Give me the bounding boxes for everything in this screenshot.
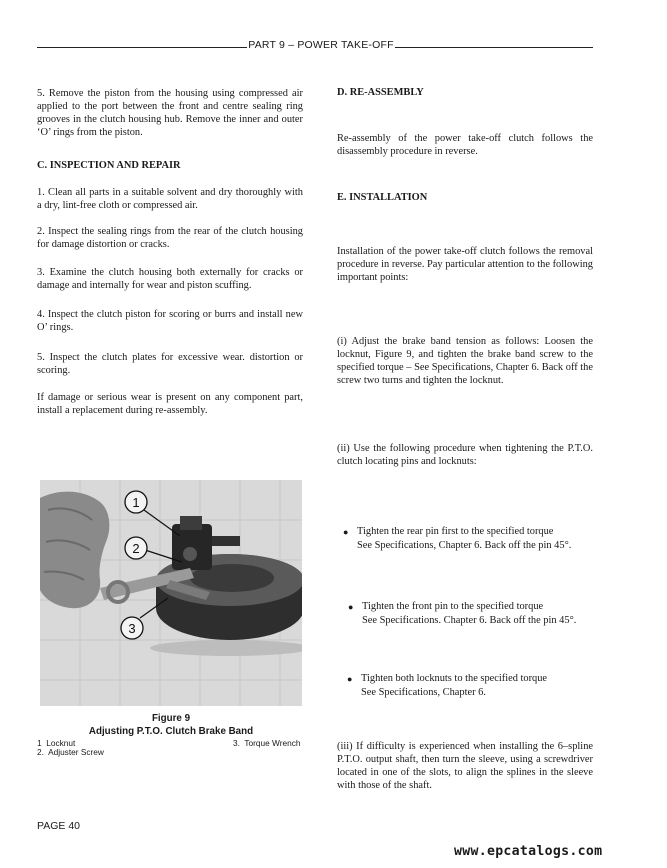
inspection-item-3-text: 3. Examine the clutch housing both externally for cracks or damage and internally for wear and piston scuffing. bbox=[37, 267, 303, 291]
inspection-item-1 bbox=[37, 186, 303, 212]
header-rule-right bbox=[392, 47, 593, 48]
installation-text: Installation of the power take-off clutch follows the removal procedure in reverse. Pay particular attention to the following important points: bbox=[337, 246, 593, 283]
bullet-rear-pin bbox=[343, 525, 603, 552]
header-title: PART 9 – POWER TAKE-OFF bbox=[248, 39, 394, 51]
legend-item-3: 3. Torque Wrench bbox=[233, 738, 301, 748]
callout-3-label: 3 bbox=[128, 621, 136, 636]
reassembly-paragraph bbox=[337, 132, 593, 158]
inspection-item-1-text: 1. Clean all parts in a suitable solvent and dry thoroughly with a dry, lint-free cloth or compressed air. bbox=[37, 187, 303, 211]
bullet-rear-pin-line1: Tighten the rear pin first to the specified torque bbox=[357, 526, 554, 537]
damage-note bbox=[37, 391, 303, 417]
bullet-dot-icon: ● bbox=[348, 602, 354, 612]
figure-9-photo bbox=[40, 480, 302, 706]
bullet-dot-icon: ● bbox=[347, 674, 353, 684]
bullet-rear-pin-line2: See Specifications, Chapter 6. Back off the pin 45°. bbox=[357, 539, 572, 551]
point-i-text: (i) Adjust the brake band tension as follows: Loosen the locknut, Figure 9, and tighten the brake band screw to the specified torque – See Specifications, Chapter 6. Back off the screw two turns and tighten the locknut. bbox=[337, 336, 593, 386]
callout-2-label: 2 bbox=[132, 541, 140, 556]
inspection-item-4 bbox=[37, 308, 303, 334]
bullet-front-pin bbox=[348, 600, 608, 627]
section-d-heading: D. RE-ASSEMBLY bbox=[337, 87, 424, 98]
bullet-front-pin-line1: Tighten the front pin to the specified torque bbox=[362, 601, 544, 612]
legend-item-1: 1 Locknut bbox=[37, 738, 76, 748]
reassembly-text: Re-assembly of the power take-off clutch follows the disassembly procedure in reverse. bbox=[337, 133, 593, 157]
point-ii-paragraph bbox=[337, 442, 593, 468]
point-ii-text: (ii) Use the following procedure when tightening the P.T.O. clutch locating pins and locknuts: bbox=[337, 443, 593, 467]
page-number: PAGE 40 bbox=[37, 820, 80, 832]
inspection-item-5-text: 5. Inspect the clutch plates for excessive wear. distortion or scoring. bbox=[37, 352, 303, 376]
figure-number: Figure 9 bbox=[151, 713, 191, 724]
inspection-item-3 bbox=[37, 266, 303, 292]
watermark: www.epcatalogs.com bbox=[454, 844, 603, 859]
point-iii-text: (iii) If difficulty is experienced when installing the 6–spline P.T.O. output shaft, then turn the sleeve, using a screwdriver located in one of the slots, to align the splines in the sleeve with those of the shaft. bbox=[337, 741, 593, 791]
bullet-locknuts-line2: See Specifications, Chapter 6. bbox=[361, 686, 486, 698]
inspection-item-2-text: 2. Inspect the sealing rings from the rear of the clutch housing for damage distortion or cracks. bbox=[37, 226, 303, 250]
point-i-paragraph bbox=[337, 335, 593, 387]
figure-title: Adjusting P.T.O. Clutch Brake Band bbox=[88, 726, 254, 737]
header-rule-left bbox=[37, 47, 249, 48]
bullet-front-pin-line2: See Specifications. Chapter 6. Back off the pin 45°. bbox=[362, 614, 577, 626]
installation-paragraph bbox=[337, 245, 593, 284]
inspection-item-2 bbox=[37, 225, 303, 251]
bullet-locknuts bbox=[347, 672, 607, 699]
inspection-item-4-text: 4. Inspect the clutch piston for scoring or burrs and install new O’ rings. bbox=[37, 309, 303, 333]
figure-caption bbox=[40, 713, 302, 737]
section-c-heading: C. INSPECTION AND REPAIR bbox=[37, 160, 181, 171]
step-5-text bbox=[37, 87, 303, 139]
brake-band-illustration bbox=[40, 480, 302, 706]
callout-1-label: 1 bbox=[132, 495, 140, 510]
bullet-locknuts-line1: Tighten both locknuts to the specified torque bbox=[361, 673, 548, 684]
inspection-item-5 bbox=[37, 351, 303, 377]
section-e-heading: E. INSTALLATION bbox=[337, 192, 428, 203]
step-5-paragraph: 5. Remove the piston from the housing using compressed air applied to the port between the front and centre sealing ring grooves in the clutch housing hub. Remove the inner and outer ‘O’ rings from the piston. bbox=[37, 88, 303, 138]
damage-note-text: If damage or serious wear is present on any component part, install a replacement during re-assembly. bbox=[37, 392, 303, 416]
point-iii-paragraph bbox=[337, 740, 593, 792]
bullet-dot-icon: ● bbox=[343, 527, 349, 537]
legend-item-2: 2. Adjuster Screw bbox=[37, 747, 104, 757]
